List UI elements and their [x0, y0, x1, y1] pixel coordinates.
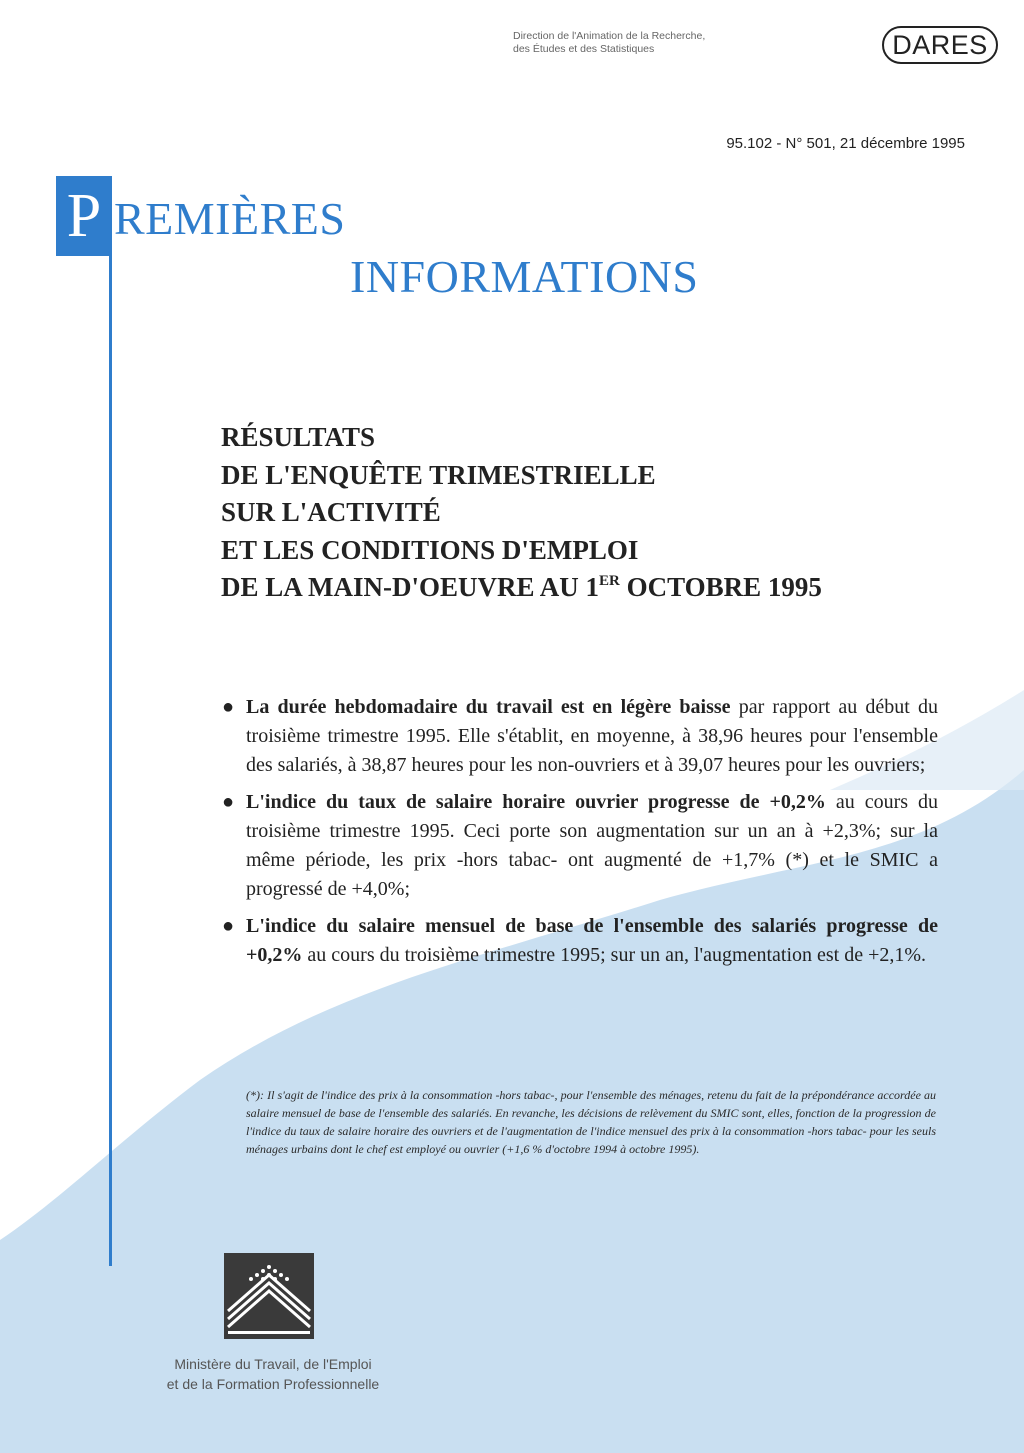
heading-line-5 [221, 569, 981, 607]
masthead-word-2: INFORMATIONS [350, 251, 699, 302]
main-heading [221, 419, 981, 607]
bullet-icon: ● [222, 696, 235, 718]
heading-line-5-b: OCTOBRE 1995 [619, 572, 822, 602]
bullet-icon: ● [222, 791, 235, 813]
heading-line-5-a: DE LA MAIN-D'OEUVRE AU 1 [221, 572, 600, 602]
bullet-text: au cours du troisième trimestre 1995. Ceci porte son augmentation sur un an à +2,3%; sur la même période, les prix -hors tabac- ont augmenté de +1,7% (*) et le SMIC a progressé de +4,0%; [246, 791, 938, 900]
heading-line-4: ET LES CONDITIONS D'EMPLOI [221, 534, 639, 565]
bullet-bold-text: L'indice du salaire mensuel de base de l'ensemble des salariés progresse de +0,2% [246, 915, 938, 966]
bullet-text: au cours du troisième trimestre 1995; sur un an, l'augmentation est de +2,1%. [302, 944, 927, 966]
list-item [222, 788, 938, 904]
issue-reference: 95.102 - N° 501, 21 décembre 1995 [726, 135, 965, 152]
bullet-bold-text: La durée hebdomadaire du travail est en légère baisse [246, 696, 731, 718]
dares-badge: DARES [882, 26, 998, 64]
ministry-line-1: Ministère du Travail, de l'Emploi [174, 1356, 372, 1372]
heading-ordinal: ER [599, 573, 620, 589]
masthead-rule [109, 256, 112, 1266]
masthead-word-1: REMIÈRES [114, 193, 346, 244]
organization-name [513, 30, 705, 56]
ministry-line-2: et de la Formation Professionnelle [166, 1376, 380, 1392]
footnote: (*): Il s'agit de l'indice des prix à la consommation -hors tabac-, pour l'ensemble des ménages, retenu du fait de la prépondérance accordée au salaire mensuel de base de l'ensemble des salariés. En revanche, les décisions de relèvement du SMIC sont, elles, fonction de la progression de l'indice du taux de salaire horaire des ouvriers et de l'augmentation de l'indice mensuel des prix à la consommation -hors tabac- pour les seuls ménages urbains dont le chef est employé ou ouvrier (+1,6 % d'octobre 1994 à octobre 1995). [246, 1088, 936, 1156]
bullet-icon: ● [222, 915, 235, 937]
bullet-text: par rapport au début du troisième trimestre 1995. Elle s'établit, en moyenne, à 38,96 heures pour l'ensemble des salariés, à 38,87 heures pour les non-ouvriers et à 39,07 heures pour les ouvriers; [246, 696, 938, 776]
org-line-2: des Études et des Statistiques [513, 43, 655, 55]
key-findings-list [222, 693, 938, 978]
heading-line-2: DE L'ENQUÊTE TRIMESTRIELLE [221, 459, 656, 490]
list-item [222, 693, 938, 780]
heading-line-1: RÉSULTATS [221, 422, 376, 452]
masthead-initial: P [56, 176, 112, 256]
org-line-1: Direction de l'Animation de la Recherche, [513, 30, 706, 42]
heading-line-3: SUR L'ACTIVITÉ [221, 497, 441, 527]
ministry-logo-icon [224, 1253, 314, 1339]
ministry-name [128, 1354, 418, 1394]
bullet-bold-text: L'indice du taux de salaire horaire ouvrier progresse de +0,2% [246, 791, 826, 813]
list-item [222, 912, 938, 970]
